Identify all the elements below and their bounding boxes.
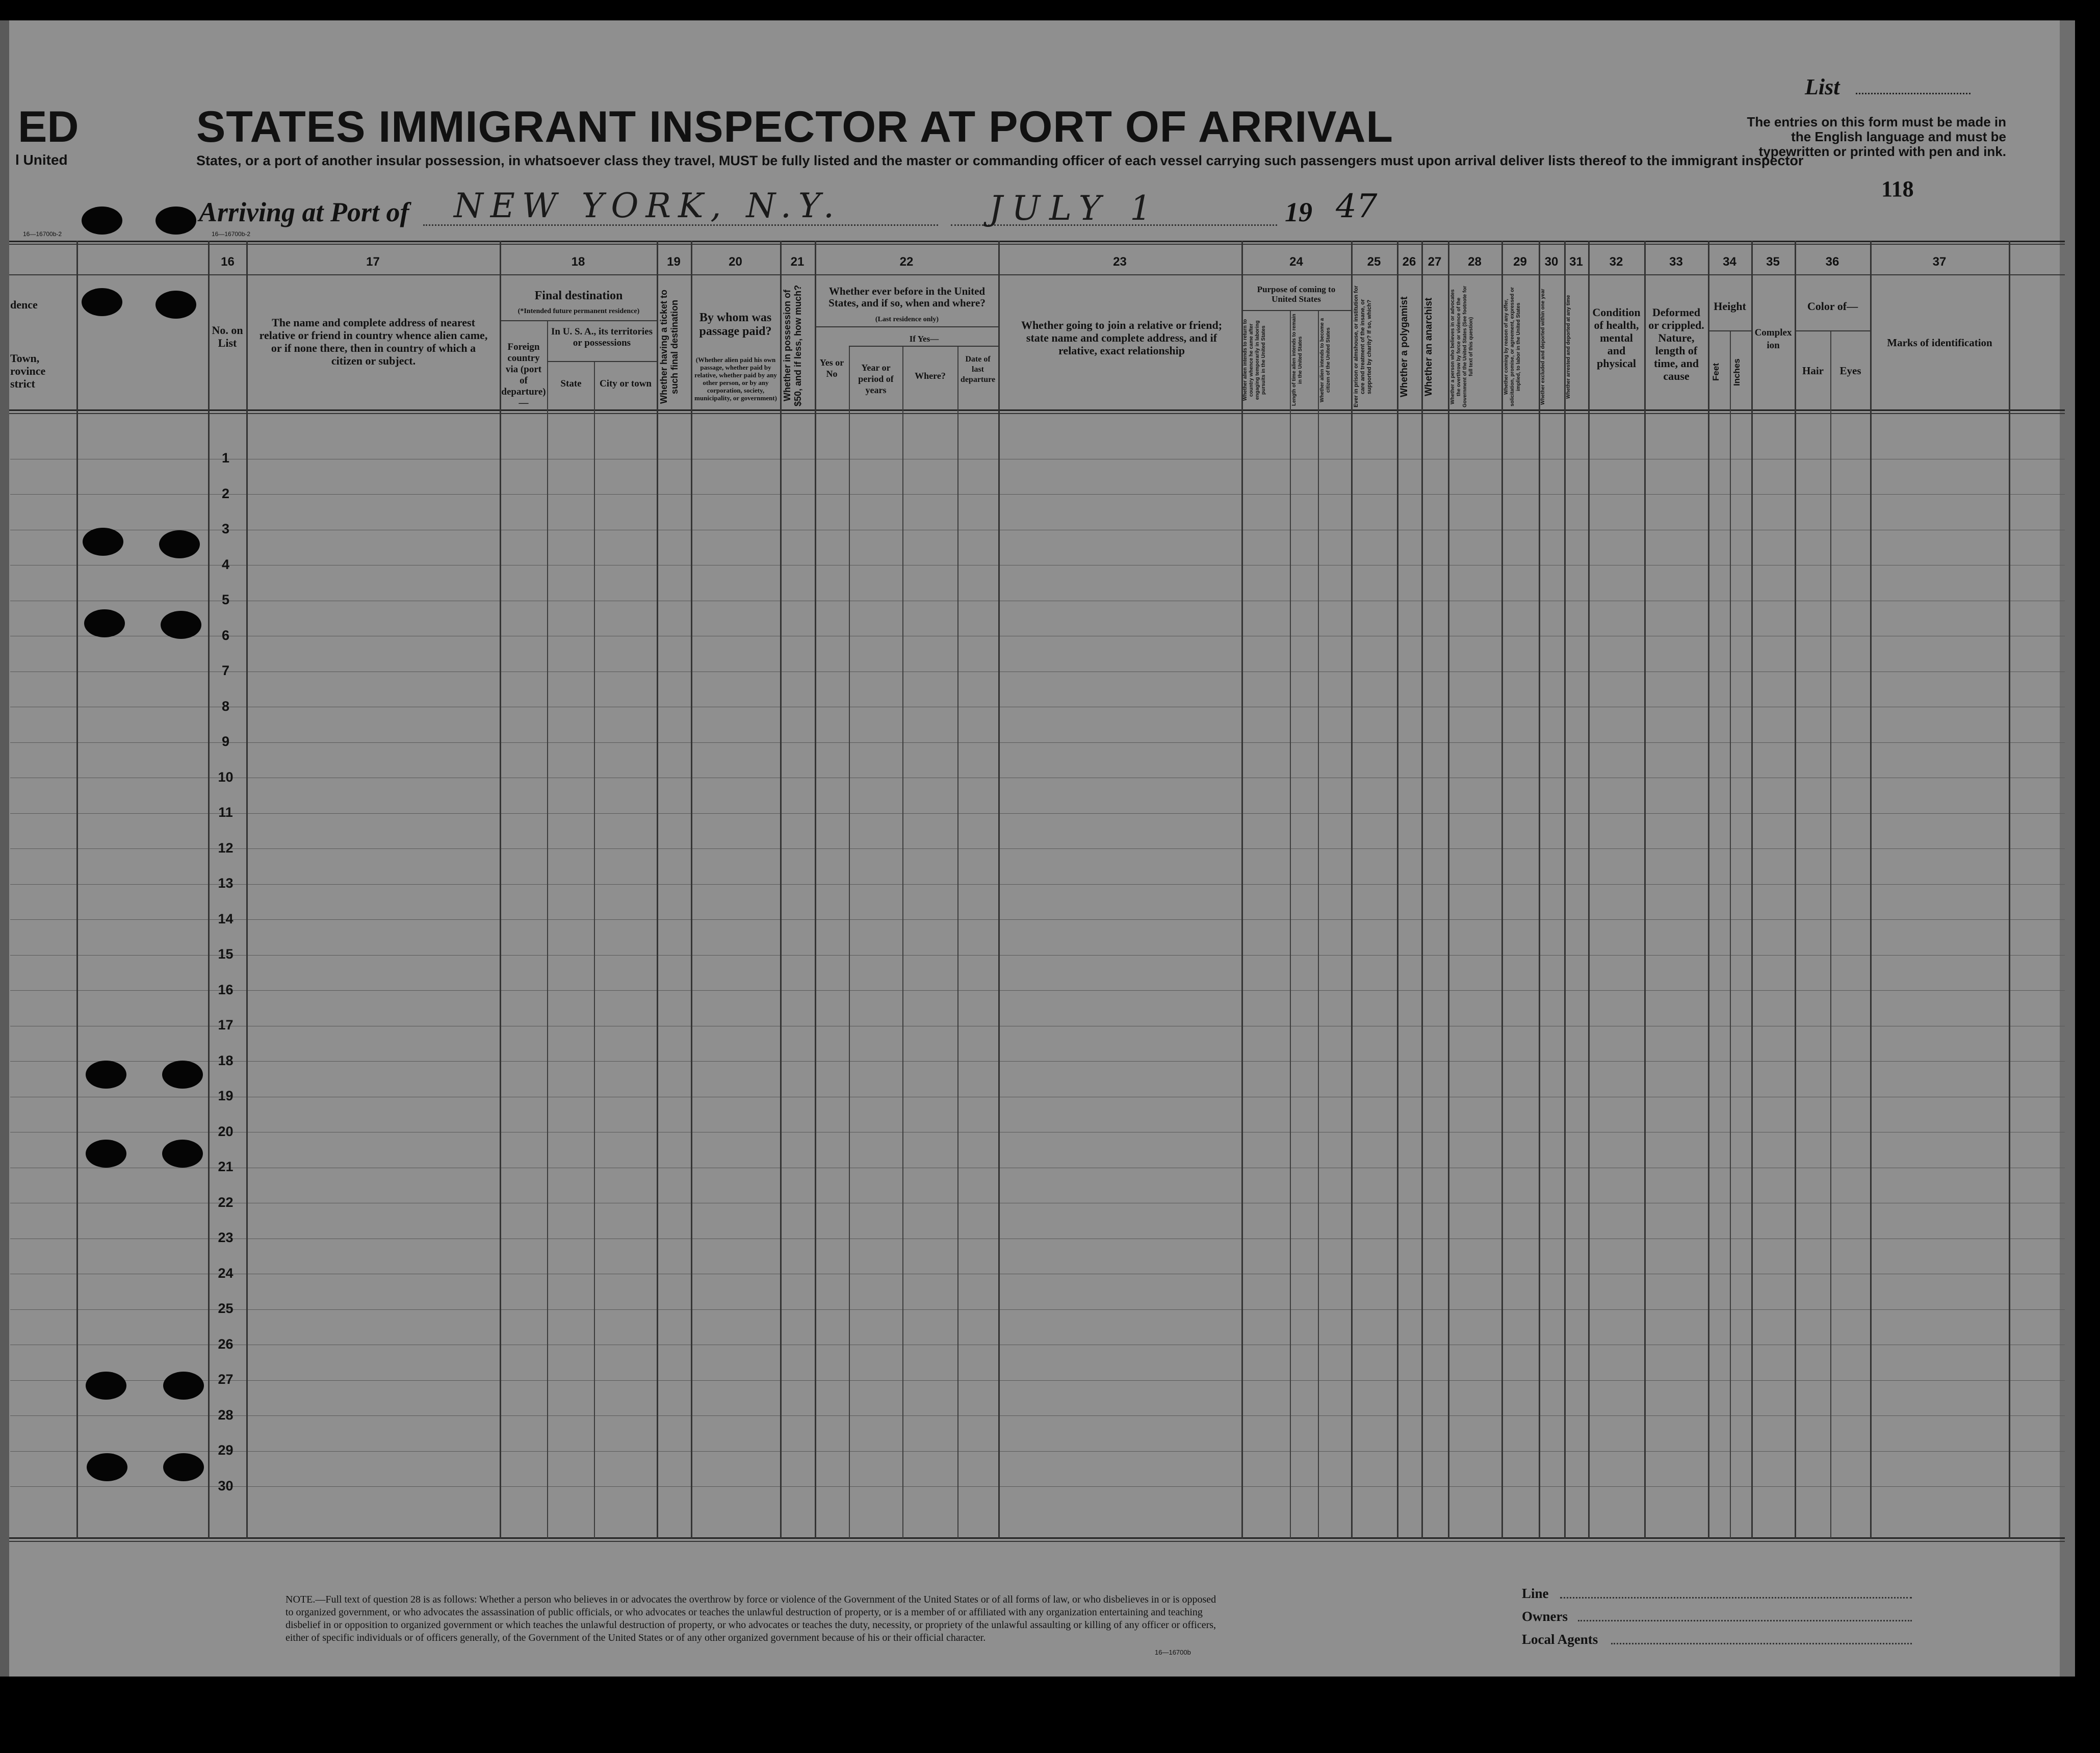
form-code-footer: 16—16700b <box>1155 1648 1191 1656</box>
col-line-30 <box>1564 241 1566 1538</box>
col-line-left-1 <box>76 241 78 1538</box>
header-purpose-of-coming: Purpose of coming to United States <box>1257 285 1336 304</box>
port-handwritten: NEW YORK, N.Y. <box>454 186 841 225</box>
line-fill-line <box>1560 1597 1912 1599</box>
row-line <box>10 494 2065 495</box>
row-number: 2 <box>221 485 230 501</box>
punch-hole <box>155 207 196 235</box>
punch-hole <box>82 207 122 235</box>
c24-sub-rule <box>1241 310 1351 311</box>
local-agents-fill-line <box>1611 1643 1912 1644</box>
col-line-34 <box>1751 241 1753 1538</box>
row-number: 24 <box>218 1265 234 1281</box>
header-final-destination-note: (*Intended future permanent residence) <box>517 307 640 315</box>
header-nearest-relative: The name and complete address of nearest relative or friend in country whence alien came, or if none there, then in country of which a citizen or subject. <box>259 316 488 367</box>
header-possession-50: Whether in possession of $50, and if less, how much? <box>782 285 803 406</box>
row-number: 4 <box>221 556 230 572</box>
year-printed-prefix: 19 <box>1285 197 1312 227</box>
left-col-fragment-3: rovince <box>10 365 46 377</box>
row-number: 22 <box>218 1194 234 1210</box>
header-bottom-rule <box>9 409 2065 411</box>
row-line <box>10 1380 2065 1381</box>
row-line <box>10 919 2065 920</box>
col-num-17: 17 <box>366 255 380 269</box>
header-eyes: Eyes <box>1839 365 1861 377</box>
header-hair: Hair <box>1802 365 1824 377</box>
col-num-19: 19 <box>667 255 681 269</box>
punch-hole <box>84 609 125 637</box>
header-height: Height <box>1714 300 1746 313</box>
header-where: Where? <box>915 371 946 381</box>
row-line <box>10 1415 2065 1416</box>
punch-hole <box>163 1453 204 1481</box>
col-line-20 <box>780 241 782 1538</box>
row-number: 28 <box>218 1407 234 1423</box>
row-number: 17 <box>218 1017 234 1033</box>
table-bottom-rule-2 <box>9 1541 2065 1542</box>
col-num-18: 18 <box>571 255 585 269</box>
row-number: 25 <box>218 1301 234 1316</box>
row-number: 23 <box>218 1230 234 1245</box>
row-line <box>10 1486 2065 1487</box>
col-num-21: 21 <box>790 255 805 269</box>
table-bottom-rule <box>9 1537 2065 1539</box>
row-line <box>10 848 2065 849</box>
col-line-18b <box>594 362 595 1538</box>
form-code-mid: 16—16700b-2 <box>212 230 251 238</box>
header-anarchist: Whether an anarchist <box>1423 297 1434 396</box>
row-line <box>10 1309 2065 1310</box>
left-page-fragment-title: ED <box>18 102 79 151</box>
punch-hole <box>86 1140 126 1168</box>
col-num-16: 16 <box>221 255 235 269</box>
left-col-fragment-1: dence <box>10 298 38 311</box>
header-final-destination: Final destination <box>534 289 623 302</box>
row-number: 12 <box>218 840 234 856</box>
col-num-35: 35 <box>1766 255 1780 269</box>
left-col-fragment-2: Town, <box>10 352 40 365</box>
row-line <box>10 813 2065 814</box>
row-line <box>10 955 2065 956</box>
header-purpose-sub-3: Whether alien intends to become a citizen of the United States <box>1319 318 1331 402</box>
col-line-21 <box>815 241 816 1538</box>
col-num-24: 24 <box>1289 255 1303 269</box>
left-page-fragment-subtitle: l United <box>15 152 68 168</box>
col-num-29: 29 <box>1513 255 1527 269</box>
table-top-rule <box>9 241 2065 242</box>
row-number: 30 <box>218 1478 234 1493</box>
col-line-22c <box>957 347 958 1538</box>
row-number: 1 <box>221 450 230 466</box>
header-bottom-rule-2 <box>9 413 2065 414</box>
col-num-34: 34 <box>1723 255 1736 269</box>
form-code-left: 16—16700b-2 <box>23 230 62 238</box>
row-number: 27 <box>218 1372 234 1387</box>
column-number-rule <box>9 274 2065 275</box>
col-line-34a <box>1730 331 1731 1538</box>
punch-hole <box>86 1372 126 1400</box>
c18-sub-rule <box>500 320 657 321</box>
col-line-19 <box>691 241 692 1538</box>
col-num-22: 22 <box>899 255 914 269</box>
col-num-23: 23 <box>1113 255 1127 269</box>
punch-hole <box>82 288 122 316</box>
header-deformed-crippled: Deformed or crippled. Nature, length of time, and cause <box>1648 306 1704 382</box>
list-label: List <box>1805 74 1840 99</box>
row-number: 19 <box>218 1088 234 1103</box>
arriving-label: Arriving at Port of <box>199 197 409 227</box>
row-number: 9 <box>221 734 230 749</box>
punch-hole <box>83 528 123 556</box>
col-line-36a <box>1830 331 1831 1538</box>
header-purpose-sub-2: Length of time alien intends to remain in the United States <box>1291 314 1303 406</box>
table-top-rule-2 <box>9 244 2065 245</box>
header-inches: Inches <box>1732 358 1742 386</box>
row-line <box>10 884 2065 885</box>
header-complexion: Complexion <box>1754 327 1792 351</box>
header-prison-almshouse: Ever in prison or almshouse, or institution for care and treatment of the insane, or supported by charity? If so, which? <box>1353 286 1372 408</box>
footnote-question-28: NOTE.—Full text of question 28 is as follows: Whether a person who believes in or advocates the overthrow by force or violence of the Government of the United States or of all forms of law, or who disbelieves in or is opposed to organized government, or who advocates the assassination of public officials, or who advocates or teaches the unlawful destruction of property, or is a member of or affiliated with any organization entertaining and teaching disbelief in or opposition to organized government or which teaches the unlawful destruction of property, or who advocates or teaches the duty, necessity, or propriety of the unlawful assaulting or killing of any officer or officers, either of specific individuals or of officers generally, of the Government of the United States or of any other organized government because of his or their official character. <box>286 1594 1216 1643</box>
col-num-36: 36 <box>1825 255 1839 269</box>
header-in-usa: In U. S. A., its territories or possessions <box>551 326 653 348</box>
c18-sub-rule-2 <box>547 361 657 362</box>
header-foreign-country: Foreign country via (port of departure)— <box>501 342 546 408</box>
col-line-18a <box>547 321 548 1538</box>
header-if-yes: If Yes— <box>909 334 939 344</box>
punch-hole <box>86 1061 126 1089</box>
row-line <box>10 742 2065 743</box>
c22-sub-rule <box>815 326 998 327</box>
col-line-31 <box>1588 241 1590 1538</box>
row-number: 7 <box>221 663 230 678</box>
local-agents-label: Local Agents <box>1522 1632 1598 1647</box>
header-ticket-final-destination: Whether having a ticket to such final destination <box>659 289 680 404</box>
header-state: State <box>560 378 582 389</box>
col-line-32 <box>1644 241 1646 1538</box>
row-number: 26 <box>218 1336 234 1352</box>
col-line-22b <box>902 347 903 1538</box>
col-num-26: 26 <box>1402 255 1416 269</box>
punch-hole <box>159 530 200 558</box>
header-year-period: Year or period of years <box>858 363 894 395</box>
col-num-30: 30 <box>1544 255 1559 269</box>
row-line <box>10 1451 2065 1452</box>
owners-fill-line <box>1578 1620 1912 1621</box>
punch-hole <box>87 1453 127 1481</box>
punch-hole <box>155 291 196 319</box>
form-title: STATES IMMIGRANT INSPECTOR AT PORT OF ARRIVAL <box>196 102 1393 151</box>
col-line-24a <box>1290 311 1291 1538</box>
form-subtitle: States, or a port of another insular possession, in whatsoever class they travel, MUST be fully listed and the master or commanding officer of each vessel carrying such passengers must upon arrival deliver lists thereof to the immigrant inspector <box>196 153 1804 168</box>
col-num-32: 32 <box>1609 255 1623 269</box>
col-line-25 <box>1397 241 1398 1538</box>
header-marks-of-identification: Marks of identification <box>1887 337 1992 349</box>
date-handwritten: JULY 1 <box>989 189 1161 228</box>
col-line-36 <box>1870 241 1872 1538</box>
col-line-27 <box>1448 241 1449 1538</box>
header-passage-paid-note: (Whether alien paid his own passage, whether paid by relative, whether paid by any other person, or by any corporation, society, municipality, or government) <box>694 356 777 402</box>
row-number: 6 <box>221 627 230 643</box>
row-number: 15 <box>218 946 234 962</box>
header-going-to-join: Whether going to join a relative or friend; state name and complete address, and if relative, exact relationship <box>1021 319 1223 357</box>
col-line-35 <box>1795 241 1796 1538</box>
col-line-29 <box>1539 241 1540 1538</box>
header-excluded-deported: Whether excluded and deported within one year <box>1540 289 1546 405</box>
col-line-37 <box>2009 241 2010 1538</box>
col-num-31: 31 <box>1569 255 1583 269</box>
c34-sub-rule <box>1708 330 1751 331</box>
col-line-17 <box>500 241 501 1538</box>
header-passage-paid: By whom was passage paid? <box>699 311 772 338</box>
row-number: 20 <box>218 1123 234 1139</box>
col-line-24b <box>1318 311 1319 1538</box>
row-number: 10 <box>218 769 234 785</box>
header-no-on-list: No. on List <box>212 324 243 349</box>
col-line-18 <box>657 241 658 1538</box>
row-number: 8 <box>221 698 230 714</box>
row-number: 21 <box>218 1159 234 1174</box>
col-line-33 <box>1708 241 1709 1538</box>
punch-hole <box>163 1372 204 1400</box>
col-line-23 <box>1241 241 1243 1538</box>
year-handwritten: 47 <box>1336 188 1378 225</box>
owners-label: Owners <box>1522 1609 1568 1624</box>
line-label: Line <box>1522 1586 1549 1601</box>
col-line-22 <box>998 241 1000 1538</box>
header-yes-or-no: Yes or No <box>819 357 844 379</box>
col-line-28 <box>1501 241 1503 1538</box>
col-num-37: 37 <box>1932 255 1947 269</box>
col-line-24 <box>1351 241 1353 1538</box>
col-num-25: 25 <box>1367 255 1381 269</box>
left-col-fragment-4: strict <box>10 377 35 390</box>
row-line <box>10 990 2065 991</box>
col-num-20: 20 <box>729 255 742 269</box>
col-line-26 <box>1421 241 1423 1538</box>
punch-hole <box>162 1061 203 1089</box>
page-fold-shadow <box>0 20 9 1677</box>
punch-hole <box>161 611 201 639</box>
row-number: 11 <box>218 805 233 820</box>
col-line-16b <box>246 241 248 1538</box>
row-number: 18 <box>218 1052 234 1068</box>
entries-instruction-note: The entries on this form must be made in the English language and must be typewritten or printed with pen and ink. <box>1747 114 2006 159</box>
punch-hole <box>162 1140 203 1168</box>
header-overthrow: Whether a person who believes in or advocates the overthrow by force or violence of the Government of the United States (See footnote for full text of this question) <box>1450 286 1474 408</box>
header-condition-of-health: Condition of health, mental and physical <box>1592 306 1641 370</box>
header-last-residence: (Last residence only) <box>875 316 939 323</box>
header-color-of: Color of— <box>1807 300 1858 313</box>
col-num-27: 27 <box>1428 255 1442 269</box>
row-number: 3 <box>221 521 230 536</box>
list-fill-line <box>1856 93 1971 94</box>
row-number: 14 <box>218 911 234 926</box>
col-line-22a <box>849 347 850 1538</box>
header-offer-to-labor: Whether coming by reason of any offer, solicitation, promise, or agreement, expressed or implied, to labor in the United States <box>1503 287 1521 406</box>
row-number: 5 <box>221 592 230 607</box>
row-number: 13 <box>218 875 234 891</box>
row-number: 29 <box>218 1442 234 1458</box>
row-line <box>10 1061 2065 1062</box>
col-num-33: 33 <box>1669 255 1683 269</box>
header-date-last-departure: Date of last departure <box>960 355 996 384</box>
header-city-or-town: City or town <box>599 378 652 389</box>
c36-sub-rule <box>1795 330 1870 331</box>
c22-sub-rule-2 <box>849 346 998 347</box>
header-purpose-sub-1: Whether alien intends to return to country whence he came after engaging temporarily in laboring pursuits in the United States <box>1242 319 1266 401</box>
header-ever-before-us: Whether ever before in the United States, and if so, when and where? <box>828 285 986 309</box>
row-number: 16 <box>218 982 234 997</box>
header-arrested-deported: Whether arrested and deported at any time <box>1566 295 1571 399</box>
list-number: 118 <box>1881 176 1914 201</box>
header-feet: Feet <box>1711 363 1721 381</box>
col-num-28: 28 <box>1468 255 1482 269</box>
header-polygamist: Whether a polygamist <box>1399 296 1410 397</box>
